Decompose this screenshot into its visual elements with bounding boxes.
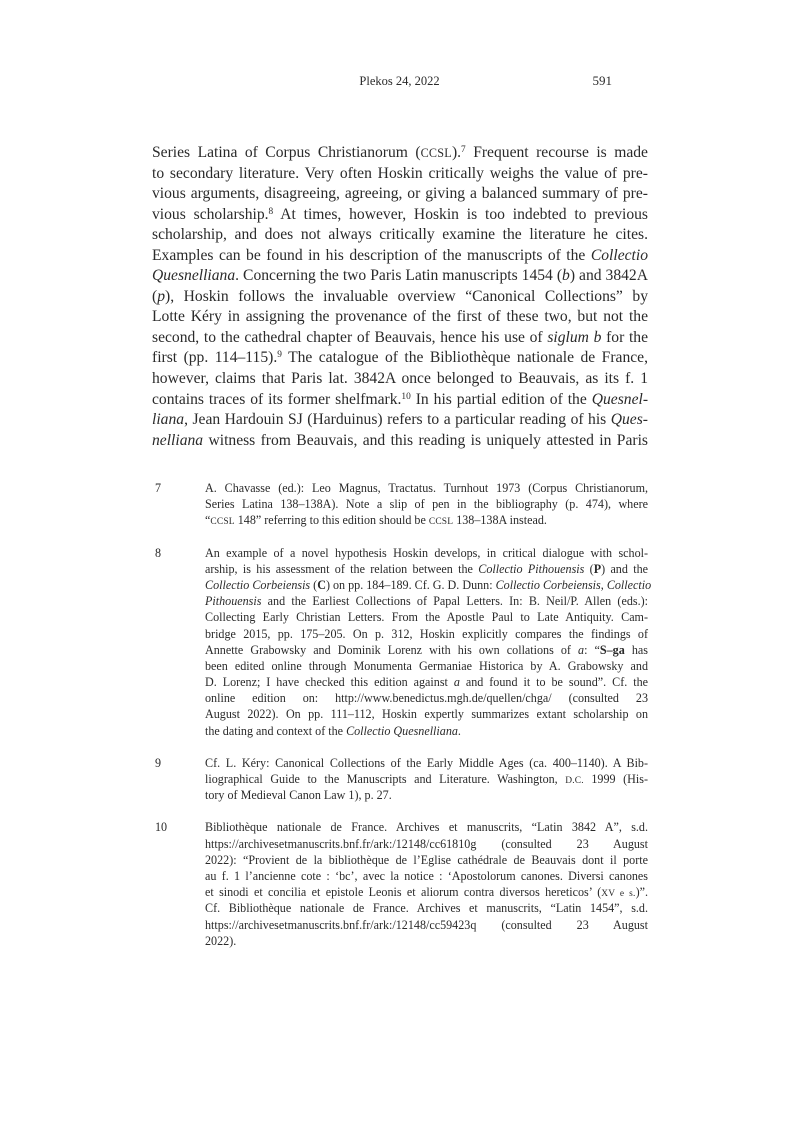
footnote-reference[interactable]: 9 bbox=[277, 350, 282, 361]
text-line bbox=[152, 266, 648, 287]
text-line bbox=[205, 480, 648, 496]
text-line bbox=[205, 917, 648, 933]
text-segment: scholarship, and does not always critically examine the literature he cites. bbox=[152, 226, 648, 244]
italic-text: Collectio bbox=[606, 577, 652, 592]
body-text bbox=[152, 143, 648, 451]
italic-text: b bbox=[562, 267, 570, 285]
text-segment: to secondary literature. Very often Hoskin critically weighs the value of pre- bbox=[152, 164, 648, 182]
text-segment: D. Lorenz; I have checked this edition against bbox=[205, 675, 454, 690]
text-segment: : “ bbox=[584, 642, 600, 657]
text-segment: Series Latina of Corpus Christianorum ( bbox=[152, 144, 421, 161]
text-segment: first (pp. 114–115). bbox=[152, 349, 278, 367]
footnote-reference[interactable]: 10 bbox=[401, 391, 411, 402]
footnote bbox=[155, 480, 648, 529]
italic-text: Quesnelliana bbox=[152, 267, 236, 285]
small-caps-text: XV e s. bbox=[601, 889, 636, 900]
text-segment: vious arguments, disagreeing, agreeing, or giving a balanced summary of pre- bbox=[152, 185, 648, 203]
text-segment: however, claims that Paris lat. 3842A once belonged to Beauvais, as its f. 1 bbox=[152, 370, 648, 388]
footnote-number: 7 bbox=[155, 481, 162, 495]
text-line bbox=[205, 561, 648, 577]
text-line bbox=[152, 143, 648, 164]
text-line bbox=[205, 706, 648, 722]
text-line bbox=[152, 225, 648, 246]
text-segment: bridge 2015, pp. 175–205. On p. 312, Hoskin explicitly compares the findings of bbox=[205, 626, 648, 641]
text-segment: ), Hoskin follows the invaluable overview “Canonical Collections” by bbox=[165, 287, 648, 305]
text-segment: ( bbox=[310, 577, 318, 592]
text-line bbox=[152, 246, 648, 267]
text-segment: 2022): “Provient de la bibliothèque de l’Eglise cathédrale de Beauvais dont il porte bbox=[205, 852, 648, 867]
text-segment: Annette Grabowsky and Dominik Lorenz with his own collations of bbox=[205, 642, 579, 657]
text-segment: vious scholarship. bbox=[152, 205, 269, 223]
text-line bbox=[205, 933, 648, 949]
text-segment: . bbox=[457, 723, 461, 738]
italic-text: Pithouensis bbox=[205, 594, 262, 609]
italic-text: Ques- bbox=[610, 411, 648, 429]
text-line bbox=[152, 410, 648, 431]
text-line bbox=[205, 884, 648, 900]
text-segment: 148” referring to this edition should be bbox=[234, 513, 429, 528]
text-line bbox=[205, 868, 648, 884]
text-line bbox=[205, 658, 648, 674]
italic-text: Quesnel- bbox=[591, 390, 649, 408]
text-segment: . Concerning the two Paris Latin manuscripts 1454 ( bbox=[235, 267, 563, 285]
text-segment: The catalogue of the Bibliothèque nationale de France, bbox=[281, 349, 648, 367]
text-segment: Bibliothèque nationale de France. Archives et manuscrits, “Latin 3842 A”, s.d. bbox=[205, 820, 648, 835]
italic-text: Collectio Corbeiensis bbox=[495, 577, 601, 592]
text-segment: and the Earliest Collections of Papal Letters. In: B. Neil/P. Allen (eds.): bbox=[261, 594, 648, 609]
italic-text: liana bbox=[152, 411, 185, 429]
text-line bbox=[152, 390, 648, 411]
running-head: Plekos 24, 2022 bbox=[359, 74, 440, 88]
text-segment: the dating and context of the bbox=[205, 723, 347, 738]
text-segment: online edition on: http://www.benedictus.mgh.de/quellen/chga/ (consulted 23 bbox=[205, 691, 648, 706]
text-line bbox=[205, 771, 648, 787]
text-line bbox=[205, 755, 648, 771]
text-line bbox=[205, 674, 648, 690]
footnote-reference[interactable]: 8 bbox=[268, 206, 274, 217]
text-segment: August 2022). On pp. 111–112, Hoskin expertly summarizes extant scholarship on bbox=[205, 707, 648, 722]
text-segment: )”. bbox=[635, 885, 648, 900]
text-segment: arship, is his assessment of the relation between the bbox=[205, 561, 479, 576]
text-segment: Collecting Early Christian Letters. From the Apostle Paul to Late Antiquity. Cam- bbox=[205, 610, 648, 625]
text-line bbox=[205, 642, 648, 658]
text-line bbox=[205, 900, 648, 916]
text-segment: A. Chavasse (ed.): Leo Magnus, Tractatus. Turnhout 1973 (Corpus Christianorum, bbox=[205, 481, 648, 495]
footnote bbox=[155, 755, 648, 804]
text-segment: https://archivesetmanuscrits.bnf.fr/ark:/12148/cc59423q (consulted 23 August bbox=[205, 917, 648, 932]
text-segment: An example of a novel hypothesis Hoskin develops, in critical dialogue with schol- bbox=[205, 545, 648, 560]
small-caps-text: D.C. bbox=[565, 776, 584, 786]
text-line bbox=[205, 819, 648, 835]
text-segment: , Jean Hardouin SJ (Harduinus) refers to a particular reading of his bbox=[184, 411, 611, 429]
text-line bbox=[205, 723, 648, 739]
footnote-number: 8 bbox=[155, 545, 162, 560]
text-segment: 138–138A instead. bbox=[453, 513, 547, 528]
text-segment: second, to the cathedral chapter of Beauvais, hence his use of bbox=[152, 328, 548, 346]
text-segment: for the bbox=[601, 328, 648, 346]
text-segment: tory of Medieval Canon Law 1), p. 27. bbox=[205, 788, 392, 803]
text-segment: witness from Beauvais, and this reading is uniquely attested in Paris bbox=[203, 431, 648, 449]
italic-text: Collectio Corbeiensis bbox=[205, 577, 311, 592]
text-segment: ). bbox=[451, 144, 462, 161]
italic-text: Collectio bbox=[590, 246, 648, 264]
bold-text: C bbox=[317, 577, 326, 592]
text-segment: liographical Guide to the Manuscripts and Literature. Washington, bbox=[205, 772, 566, 786]
text-segment: , bbox=[600, 577, 607, 592]
footnotes bbox=[155, 480, 652, 965]
text-segment: et sinodi et concilia et epistole Leonis et aliorum contra diversos hereticos’ ( bbox=[205, 885, 602, 900]
text-line bbox=[152, 369, 648, 390]
text-segment: Cf. Bibliothèque nationale de France. Archives et manuscrits, “Latin 1454”, s.d. bbox=[205, 901, 648, 916]
text-segment: Examples can be found in his description of the manuscripts of the bbox=[152, 246, 591, 264]
italic-text: Collectio Pithouensis bbox=[478, 561, 585, 576]
text-segment: au f. 1 l’ancienne cote : ‘bc’, avec la notice : ‘Apostolorum canones. Diversi canones bbox=[205, 868, 648, 883]
text-line bbox=[205, 593, 648, 609]
italic-text: a bbox=[453, 675, 460, 690]
text-line bbox=[205, 787, 648, 803]
text-line bbox=[152, 431, 648, 452]
text-line bbox=[205, 496, 648, 512]
text-line bbox=[205, 690, 648, 706]
text-segment: contains traces of its former shelfmark. bbox=[152, 390, 402, 408]
text-segment: been edited online through Monumenta Germaniae Historica by A. Grabowsky and bbox=[205, 658, 648, 673]
footnote-number: 9 bbox=[155, 755, 162, 770]
text-line bbox=[152, 287, 648, 308]
italic-text: Collectio Quesnelliana bbox=[346, 723, 458, 738]
bold-text: P bbox=[593, 561, 602, 576]
page-number: 591 bbox=[592, 73, 612, 88]
text-segment: In his partial edition of the bbox=[410, 390, 592, 408]
text-segment: ) on pp. 184–189. Cf. G. D. Dunn: bbox=[325, 577, 496, 592]
text-segment: has bbox=[624, 642, 648, 657]
text-line bbox=[152, 205, 648, 226]
text-segment: Series Latina 138–138A). Note a slip of pen in the bibliography (p. 474), where bbox=[205, 497, 648, 512]
text-line bbox=[152, 328, 648, 349]
text-segment: Cf. L. Kéry: Canonical Collections of the Early Middle Ages (ca. 400–1140). A Bib- bbox=[205, 755, 648, 770]
small-caps-text: CCSL bbox=[210, 517, 235, 528]
italic-text: nelliana bbox=[152, 431, 204, 449]
footnote bbox=[155, 545, 652, 739]
text-segment: At times, however, Hoskin is too indebted to previous bbox=[273, 205, 648, 223]
text-line bbox=[205, 626, 648, 642]
text-segment: ) and 3842A bbox=[569, 267, 648, 285]
text-segment: 1999 (His- bbox=[583, 772, 648, 786]
text-line bbox=[152, 348, 648, 369]
footnote-number: 10 bbox=[155, 820, 168, 835]
small-caps-text: CCSL bbox=[428, 517, 454, 528]
text-line bbox=[205, 836, 648, 852]
small-caps-text: CCSL bbox=[420, 146, 452, 160]
text-line bbox=[205, 545, 648, 561]
bold-text: S–ga bbox=[599, 642, 625, 657]
italic-text: siglum b bbox=[547, 328, 602, 346]
text-segment: Lotte Kéry in assigning the provenance of the first of these two, but not the bbox=[152, 308, 648, 326]
text-segment: 2022). bbox=[205, 933, 237, 948]
text-segment: ( bbox=[152, 287, 158, 305]
text-segment: and found it to be sound”. Cf. the bbox=[459, 675, 648, 690]
text-line bbox=[205, 609, 648, 625]
italic-text: p bbox=[157, 287, 165, 305]
text-line bbox=[152, 164, 648, 185]
footnote-reference[interactable]: 7 bbox=[461, 144, 466, 155]
text-segment: “ bbox=[205, 513, 211, 528]
text-segment: Frequent recourse is made bbox=[465, 144, 648, 161]
text-segment: ) and the bbox=[601, 561, 648, 576]
text-line bbox=[152, 184, 648, 205]
text-line bbox=[205, 852, 648, 868]
text-line bbox=[152, 307, 648, 328]
footnote bbox=[155, 819, 648, 949]
italic-text: a bbox=[578, 642, 585, 657]
text-line bbox=[205, 512, 648, 528]
text-segment: https://archivesetmanuscrits.bnf.fr/ark:/12148/cc61810g (consulted 23 August bbox=[205, 836, 648, 851]
text-segment: ( bbox=[584, 561, 594, 576]
text-line bbox=[205, 577, 652, 593]
